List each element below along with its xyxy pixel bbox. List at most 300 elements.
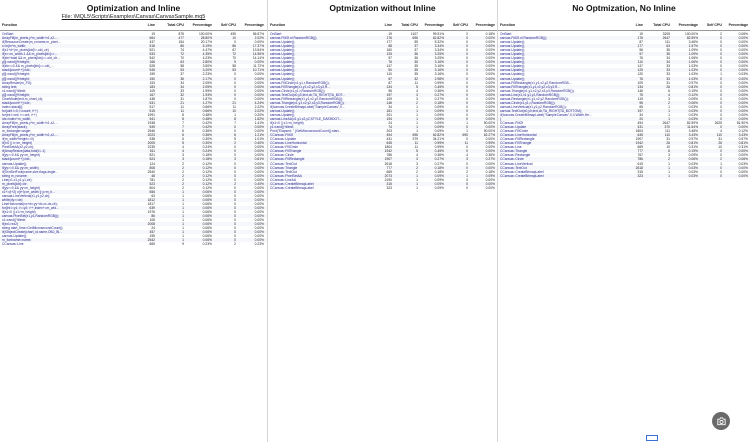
line-cell: 96 — [388, 88, 392, 93]
function-cell[interactable]: x1=rand()%limit; — [2, 218, 26, 223]
self-percentage-cell: 0.00% — [485, 48, 495, 53]
line-cell: 2190 — [384, 177, 392, 182]
function-cell[interactable]: CCanvas::Triangle — [270, 165, 298, 170]
function-cell[interactable]: canvas.PixelSet(x1,y1,RandomRGB()); — [2, 214, 60, 219]
line-cell: 110 — [386, 72, 392, 77]
function-cell[interactable]: canvas.Update(); — [500, 56, 526, 61]
self-percentage-cell: 2.22% — [254, 104, 264, 109]
line-cell: 150 — [149, 76, 155, 81]
self-percentage-cell: 0.00% — [738, 44, 748, 49]
function-cell[interactable]: canvas.LineVertical(x1,y1,y2,RandomRGB()); — [500, 104, 567, 109]
function-cell[interactable]: canvas.Update(); — [500, 60, 526, 65]
self-cpu-cell: 0 — [466, 80, 468, 85]
function-cell[interactable]: CCanvas::LineHorizontal — [270, 141, 307, 146]
self-percentage-cell: 0.00% — [738, 104, 748, 109]
function-cell[interactable]: PixelSetAA(x2,y2,clr); — [2, 145, 34, 150]
self-cpu-cell: 2 — [234, 141, 236, 146]
line-cell: 2540 — [147, 169, 155, 174]
function-cell[interactable]: canvas.Triangle(x1,y1,x2,y2,x3,y3,RandomRGB()); — [270, 100, 345, 105]
function-cell[interactable]: ArrayFill(m_pixels,y*m_width+x1,x2-... — [2, 36, 58, 41]
function-cell[interactable]: for(int i=y1; i<=y2; i++,index+=m_wid... — [2, 206, 59, 211]
table-row[interactable] — [0, 242, 267, 246]
self-percentage-cell: 10.71% — [252, 68, 264, 73]
total-cpu-cell: 1 — [416, 177, 418, 182]
self-cpu-cell: 0 — [720, 153, 722, 158]
percentage-cell: 1.09% — [688, 52, 698, 57]
function-cell[interactable]: canvas.TextOut(x0,y0,text,clr,TA_RIGHT|TA_BOTTOM); — [500, 108, 582, 113]
self-percentage-cell: 0.00% — [485, 104, 495, 109]
function-cell[interactable]: if(ArrayResize(data,total)!=-1) — [2, 149, 46, 154]
function-cell[interactable]: canvas.TextOut(x0,y0,text,clr,TA_RIGHT|TA_BOT... — [270, 92, 345, 97]
line-cell: 645 — [386, 141, 392, 146]
total-cpu-cell: 33 — [666, 76, 670, 81]
header-line[interactable]: Line — [635, 23, 643, 27]
percentage-cell: 0.12% — [202, 173, 212, 178]
function-cell[interactable]: if(m_width*height>=0) — [2, 137, 35, 142]
self-percentage-cell: 0.00% — [485, 36, 495, 41]
percentage-cell: 0.06% — [688, 157, 698, 162]
line-cell: 808 — [149, 165, 155, 170]
line-cell: 2023 — [147, 133, 155, 138]
line-cell: 494 — [637, 121, 643, 126]
percentage-cell: 3.46% — [688, 129, 698, 134]
header-total-cpu[interactable]: Total CPU — [167, 23, 184, 27]
function-cell[interactable]: canvas.Rectangle(x1,y1,x2,y2,RandomRGB()); — [500, 96, 569, 101]
function-cell[interactable]: canvas.Update(); — [2, 161, 28, 166]
function-cell[interactable]: if(x1<0 || x1>m_height) — [2, 210, 36, 215]
camera-icon — [716, 416, 727, 427]
function-cell[interactable]: canvas.Update(); — [270, 44, 296, 49]
header-self-cpu[interactable]: Self CPU — [452, 23, 468, 27]
line-cell: 97 — [639, 52, 643, 57]
self-cpu-cell: 0 — [720, 173, 722, 178]
self-percentage-cell: 0.00% — [738, 173, 748, 178]
line-cell: 177 — [386, 40, 392, 45]
function-cell[interactable]: CCanvas::CreateBitmapLabel — [270, 185, 314, 190]
line-cell: 105 — [149, 88, 155, 93]
header-percentage[interactable]: Percentage — [424, 23, 444, 27]
function-cell[interactable]: m_pixels[idx]=clr; — [2, 181, 28, 186]
total-cpu-cell: 1 — [416, 129, 418, 134]
function-cell[interactable]: y[i]=rand()%height; — [2, 76, 30, 81]
total-cpu-cell: 154 — [178, 40, 184, 45]
self-percentage-cell: 0.00% — [254, 84, 264, 89]
function-cell[interactable]: CCanvas::FillOf — [500, 121, 524, 126]
total-cpu-cell: 1 — [182, 193, 184, 198]
line-cell: 160 — [386, 48, 392, 53]
percentage-cell: 0.06% — [202, 201, 212, 206]
total-cpu-cell: 1 — [416, 112, 418, 117]
function-cell[interactable]: y[i]=rand()%height; — [2, 60, 30, 65]
table-row[interactable] — [498, 174, 750, 178]
screenshot-button[interactable] — [712, 412, 730, 430]
function-cell[interactable]: canvas.FillRectangle(x1,y1,x2,y2,RandomRGB()); — [270, 96, 343, 101]
function-cell[interactable]: CCanvas::TextOut — [500, 165, 527, 170]
function-cell[interactable]: canvas.Circle(x1,y1,r,RandomRGB()); — [500, 100, 556, 105]
function-cell[interactable]: canvas.LineAA(x1,y1,x2,y2,STYLE_DASHDOT... — [270, 116, 342, 121]
function-cell[interactable]: canvas.Line(x1,x1,y1,y1,RandomRGB()); — [500, 92, 561, 97]
header-line[interactable]: Line — [384, 23, 392, 27]
self-cpu-cell: 10 — [718, 145, 722, 150]
line-cell: 1938 — [147, 121, 155, 126]
self-cpu-cell: 2 — [720, 157, 722, 162]
function-cell[interactable]: y[i]=rand()%height; — [2, 92, 30, 97]
self-percentage-cell: 0.00% — [738, 92, 748, 97]
self-cpu-cell: 0 — [720, 56, 722, 61]
percentage-cell: 0.12% — [688, 92, 698, 97]
percentage-cell: 0.06% — [202, 189, 212, 194]
function-cell[interactable]: if(ResourceCreate(m_rcname,m_pixel... — [2, 40, 61, 45]
function-cell[interactable]: if(yy>=0 && yy<m_height) — [2, 185, 40, 190]
total-cpu-cell: 1 — [416, 125, 418, 130]
header-percentage[interactable]: Percentage — [678, 23, 698, 27]
line-cell: 56 — [639, 48, 643, 53]
line-cell: 1976 — [147, 210, 155, 215]
function-cell[interactable]: if(idx>=0 && m_pixels[idx]==-old_... — [2, 64, 54, 69]
function-cell[interactable]: canvas.Update(); — [270, 40, 296, 45]
function-cell[interactable]: stack[count++]=idx; — [2, 68, 31, 73]
function-cell[interactable]: ArrayFill(m_pixels,y*m_width+x1,x2-... — [2, 121, 58, 126]
function-cell[interactable]: CCanvas::CreateBitmapLabel — [500, 173, 544, 178]
function-cell[interactable]: if(yy>=0 && yy<m_height) — [2, 153, 40, 158]
self-cpu-cell: 0 — [234, 40, 236, 45]
self-percentage-cell: 0.00% — [738, 60, 748, 65]
header-percentage[interactable]: Percentage — [192, 23, 212, 27]
function-cell[interactable]: if(x1+d+(m_pixels[idx]!=-old_clr) — [2, 48, 49, 53]
self-percentage-cell: 0.00% — [738, 125, 748, 130]
self-cpu-cell: 0 — [466, 88, 468, 93]
function-cell[interactable]: CCanvas::LineHorizontal — [500, 133, 537, 138]
function-cell[interactable]: while(dy>=dx) — [2, 197, 23, 202]
total-cpu-cell: 5 — [416, 84, 418, 89]
self-cpu-cell: 0 — [234, 149, 236, 154]
function-cell[interactable]: CharMode(text,m_chart_id); — [2, 96, 44, 101]
function-cell[interactable]: canvas.FillCircle(x1,y1,r,RandomRGB()); — [270, 80, 330, 85]
percentage-cell: 0.36% — [202, 133, 212, 138]
function-cell[interactable]: canvas.Update(); — [270, 112, 296, 117]
line-cell: 2005 — [147, 141, 155, 146]
function-cell[interactable]: CCanvas::FillRectangle — [270, 157, 305, 162]
total-cpu-cell: 1 — [182, 222, 184, 227]
self-cpu-cell: 0 — [466, 44, 468, 49]
self-cpu-cell: 0 — [234, 96, 236, 101]
self-cpu-cell: 10 — [232, 36, 236, 41]
function-cell[interactable]: canvas.Update(); — [270, 48, 296, 53]
function-cell[interactable]: CCanvas::TextOut — [270, 169, 297, 174]
function-cell[interactable]: canvas.FillOf.xf.RandomRGB()); — [500, 36, 548, 41]
function-cell[interactable]: if(!ObjectCreate(chart_id,name,OBJ_BI... — [2, 230, 63, 235]
total-cpu-cell: 3 — [416, 157, 418, 162]
self-percentage-cell: 0.00% — [485, 185, 495, 190]
function-cell[interactable]: OnStart — [2, 32, 14, 36]
self-percentage-cell: 0.97% — [738, 137, 748, 142]
function-cell[interactable]: canvas.LineVertical(x1,y1,y2,clr); — [2, 193, 51, 198]
self-percentage-cell: 0.40% — [254, 141, 264, 146]
header-function[interactable]: Function — [270, 23, 286, 27]
function-cell[interactable]: canvas.FillTriangle(x1,y1,x2,y2,x3,y3,R... — [500, 84, 560, 89]
total-cpu-cell: 111 — [664, 129, 670, 134]
line-cell: 201 — [386, 112, 392, 117]
function-cell[interactable]: idx=index+m_width; — [2, 116, 32, 121]
self-cpu-cell: 0 — [234, 214, 236, 219]
self-percentage-cell: 0.00% — [738, 48, 748, 53]
function-cell[interactable]: canvas.Update(); — [500, 76, 526, 81]
function-cell[interactable]: CCanvas::CreateBitmapLabel — [500, 169, 544, 174]
function-cell[interactable]: CCanvas::FillOf — [270, 133, 294, 138]
line-cell: 109 — [637, 80, 643, 85]
self-cpu-cell: 3 — [466, 157, 468, 162]
percentage-cell: 0.24% — [202, 149, 212, 154]
self-cpu-cell: 0 — [234, 76, 236, 81]
function-cell[interactable]: CCanvas::FillTriangle — [270, 149, 302, 154]
percentage-cell: 0.09% — [434, 121, 444, 126]
function-cell[interactable]: CCanvas::Triangle — [500, 149, 528, 154]
total-cpu-cell: 1 — [182, 206, 184, 211]
header-self-percentage[interactable]: Percentage — [244, 23, 264, 27]
total-cpu-cell: 2 — [182, 173, 184, 178]
self-cpu-cell: 67 — [232, 48, 236, 53]
header-self-percentage[interactable]: Percentage — [728, 23, 748, 27]
total-cpu-cell: 9 — [182, 242, 184, 247]
function-cell[interactable]: CCanvas::CreateBitmapLabel — [270, 181, 314, 186]
function-cell[interactable]: stack[count++]=idx; — [2, 157, 31, 162]
function-cell[interactable]: CCanvas::Update — [500, 125, 527, 130]
self-cpu-cell: 0 — [466, 125, 468, 130]
self-percentage-cell: 0.00% — [738, 56, 748, 61]
function-cell[interactable]: canvas.Update(); — [270, 108, 296, 113]
total-cpu-cell: 3 — [668, 96, 670, 101]
total-cpu-cell: 36 — [180, 76, 184, 81]
line-cell: 523 — [149, 181, 155, 186]
panel-title: Optimization and Inline — [86, 3, 181, 13]
function-cell[interactable]: ArrayFill(m_pixels,y*m_width+x1,x2-... — [2, 133, 58, 138]
function-cell[interactable]: CCanvas::PixelSetAA — [270, 173, 302, 178]
total-cpu-cell: 1 — [416, 104, 418, 109]
self-percentage-cell: 0.00% — [738, 116, 748, 121]
total-cpu-cell: 11 — [180, 104, 184, 109]
function-cell[interactable]: CCanvas::Circle — [270, 153, 294, 158]
function-cell[interactable]: x=lx(tx*m_width; — [2, 44, 27, 49]
line-cell: 125 — [637, 68, 643, 73]
total-cpu-cell: 2 — [182, 161, 184, 166]
function-cell[interactable]: canvas.Triangle(x1,y1,x2,y2,x3,y3,RandomRGB()); — [500, 88, 575, 93]
function-cell[interactable]: for(uint i=0; i<count; i++) — [2, 108, 38, 113]
self-percentage-cell: 1.41% — [254, 121, 264, 126]
line-cell: 97 — [388, 56, 392, 61]
function-cell[interactable]: if(i<0 || i>=m_height) — [2, 141, 33, 146]
function-cell[interactable]: CCanvas::Line — [2, 242, 24, 247]
line-cell: 531 — [149, 100, 155, 105]
function-cell[interactable]: LineHorizontal(xx+dx,yy+dx,xx-dx,clr); — [2, 201, 58, 206]
line-cell: 2008 — [147, 222, 155, 227]
function-cell[interactable]: OnStart — [270, 32, 282, 36]
line-cell: 119 — [637, 96, 643, 101]
function-cell[interactable]: CCanvas::FillCircle — [270, 145, 299, 150]
function-cell[interactable]: CCanvas::Circle — [500, 157, 524, 162]
function-cell[interactable]: if(TextSetFont(name,size,flags,angle... — [2, 169, 59, 174]
function-cell[interactable]: canvas.Update(); — [270, 52, 296, 57]
total-cpu-cell: 1 — [182, 234, 184, 239]
percentage-cell: 0.19% — [688, 88, 698, 93]
self-cpu-cell: 4 — [720, 129, 722, 134]
function-cell[interactable]: canvas.Update(); — [500, 40, 526, 45]
line-cell: 1907 — [635, 137, 643, 142]
function-cell[interactable]: x1=rand()%limit; — [2, 88, 26, 93]
self-cpu-cell: 0 — [720, 88, 722, 93]
function-cell[interactable]: OnStart — [500, 32, 512, 36]
function-cell[interactable]: canvas.Update(); — [270, 72, 296, 77]
line-cell: 24 — [388, 121, 392, 126]
function-cell[interactable]: canvas.Update(); — [270, 76, 296, 81]
total-cpu-cell: 1 — [668, 108, 670, 113]
function-cell[interactable]: string start_time=GetMicrosecondCount(); — [2, 226, 64, 231]
function-cell[interactable]: canvas.Update(); — [2, 234, 28, 239]
function-cell[interactable]: m_fontname=name; — [2, 238, 32, 243]
header-function[interactable]: Function — [500, 23, 516, 27]
header-function[interactable]: Function — [2, 23, 18, 27]
function-cell[interactable]: canvas.Update(); — [500, 68, 526, 73]
self-percentage-cell: 0.00% — [254, 206, 264, 211]
function-cell[interactable]: Print("Elapsed: ",(GetMicrosecondCount()-start... — [270, 129, 342, 134]
function-cell[interactable]: if(x1<0 || x1>m_height) — [270, 121, 304, 126]
function-cell[interactable]: CCanvas::LineAA — [270, 177, 297, 182]
function-cell[interactable]: CCanvas::FillTriangle — [500, 141, 532, 146]
function-cell[interactable]: canvas.Update(); — [270, 64, 296, 69]
total-cpu-cell: 63 — [666, 44, 670, 49]
self-cpu-cell: 0 — [234, 145, 236, 150]
function-cell[interactable]: if(x>=m_width-1 && m_pixels[idx]==... — [2, 52, 58, 57]
function-cell[interactable]: CCanvas::FillCircle — [500, 129, 529, 134]
total-cpu-cell: 1 — [182, 230, 184, 235]
function-cell[interactable]: y1=rand()%limit; — [270, 125, 294, 130]
function-cell[interactable]: CCanvas::LineVertical — [500, 161, 533, 166]
function-cell[interactable]: canvas.FillTriangle(x1,y1,x2,y2,x3,y3,R... — [270, 84, 330, 89]
function-cell[interactable]: CCanvas::TextOut — [270, 161, 297, 166]
total-cpu-cell: 59 — [414, 40, 418, 45]
total-cpu-cell: 35 — [414, 64, 418, 69]
function-cell[interactable]: CCanvas::Update — [270, 137, 297, 142]
function-cell[interactable]: ArrayResize(m_FD); — [2, 80, 33, 85]
function-cell[interactable]: if(!canvas.CreateBitmapLabel("SampleCanvas",0,0,Width,He... — [500, 112, 592, 117]
function-cell[interactable]: canvas.Update(); — [500, 64, 526, 69]
panel-title: Optmization without Inline — [329, 3, 436, 13]
function-cell[interactable]: ArrayFree(stack); — [2, 125, 28, 130]
self-cpu-cell: 0 — [466, 149, 468, 154]
self-cpu-cell: 0 — [234, 165, 236, 170]
header-self-cpu[interactable]: Self CPU — [220, 23, 236, 27]
percentage-cell: 4.47% — [202, 48, 212, 53]
header-total-cpu[interactable]: Total CPU — [401, 23, 418, 27]
function-cell[interactable]: canvas.Update(); — [500, 52, 526, 57]
percentage-cell: 0.09% — [434, 181, 444, 186]
function-cell[interactable]: CCanvas::Line — [500, 145, 522, 150]
self-cpu-cell: 1 — [466, 173, 468, 178]
percentage-cell: 62.82% — [432, 133, 444, 138]
percentage-cell: 0.03% — [688, 108, 698, 113]
function-cell[interactable]: canvas.Update(); — [270, 68, 296, 73]
function-cell[interactable]: canvas.Update(); — [500, 72, 526, 77]
total-cpu-cell: 53 — [180, 68, 184, 73]
function-cell[interactable]: canvas.FillRectangle(x1,y1,x2,y2,RandomRGB... — [500, 80, 572, 85]
function-cell[interactable]: canvas.Update(); — [270, 56, 296, 61]
function-cell[interactable]: { — [500, 116, 502, 121]
function-cell[interactable]: y[i]=rand()%height; — [2, 72, 30, 77]
file-path-link[interactable]: File: \MQL5\Scripts\Examples\Canvas\CanvasSample.mq5 — [61, 14, 206, 20]
total-cpu-cell: 72 — [180, 52, 184, 57]
function-cell[interactable]: if(yy>=0 && yy<m_width) — [2, 165, 39, 170]
total-cpu-cell: 33 — [666, 64, 670, 69]
function-cell[interactable]: canvas.FillOf.xf.RandomRGB()); — [270, 36, 318, 41]
self-cpu-cell: 0 — [720, 36, 722, 41]
function-cell[interactable]: CCanvas::FillRectangle — [500, 137, 535, 142]
header-total-cpu[interactable]: Total CPU — [653, 23, 670, 27]
selected-cell[interactable] — [646, 435, 658, 441]
function-cell[interactable]: CCanvas::Rectangle — [500, 153, 531, 158]
function-cell[interactable]: canvas.Update(); — [500, 48, 526, 53]
line-cell: 1804 — [635, 129, 643, 134]
function-cell[interactable]: index=stack[i]; — [2, 104, 23, 109]
function-cell[interactable]: canvas.Circle(x1,y1,r,RandomRGB()); — [270, 88, 326, 93]
function-cell[interactable]: Line(x1,x1,y1,y1,clr); — [2, 177, 33, 182]
line-cell: 76 — [639, 56, 643, 61]
function-cell[interactable]: x1+=(t+2) v(t+i)=m_width || y>m_h... — [2, 189, 56, 194]
line-cell: 1804 — [384, 145, 392, 150]
function-cell[interactable]: m_fontangle=angle; — [2, 129, 32, 134]
self-percentage-cell: 56.57% — [252, 32, 264, 36]
self-cpu-cell: 0 — [720, 44, 722, 49]
self-cpu-cell: 0 — [720, 80, 722, 85]
self-cpu-cell: 0 — [234, 125, 236, 130]
header-line[interactable]: Line — [147, 23, 155, 27]
header-self-cpu[interactable]: Self CPU — [706, 23, 722, 27]
line-cell: 431 — [386, 137, 392, 142]
function-cell[interactable]: if(xx1>xx2) — [2, 222, 19, 227]
function-cell[interactable]: canvas.Update(); — [270, 60, 296, 65]
function-cell[interactable]: string m_rcname; — [2, 173, 28, 178]
function-cell[interactable]: if(!canvas.CreateBitmapLabel("SampleCanvas",0... — [270, 104, 345, 109]
function-cell[interactable]: canvas.Update(); — [500, 44, 526, 49]
function-cell[interactable]: stack[count++]=idx; — [2, 100, 31, 105]
self-percentage-cell: 0.31% — [738, 145, 748, 150]
total-cpu-cell: 58 — [180, 64, 184, 69]
function-cell[interactable]: if(idx+total && m_pixels[idx]==-old_clr... — [2, 56, 60, 61]
total-cpu-cell: 6 — [668, 88, 670, 93]
line-cell: 177 — [637, 44, 643, 49]
function-cell[interactable]: string text; — [2, 84, 18, 89]
line-cell: 431 — [637, 125, 643, 130]
self-cpu-cell: 0 — [466, 40, 468, 45]
total-cpu-cell: 696 — [412, 36, 418, 41]
table-row[interactable] — [268, 186, 497, 190]
function-cell[interactable]: for(int i=cnt; i<=cnt; i++) — [2, 112, 37, 117]
line-cell: 1812 — [147, 197, 155, 202]
header-self-percentage[interactable]: Percentage — [475, 23, 495, 27]
line-cell: 19 — [639, 32, 643, 36]
self-cpu-cell: 0 — [234, 92, 236, 97]
total-cpu-cell: 1 — [416, 108, 418, 113]
self-percentage-cell: 0.00% — [254, 149, 264, 154]
percentage-cell: 0.12% — [202, 169, 212, 174]
self-percentage-cell: 0.00% — [485, 116, 495, 121]
percentage-cell: 0.36% — [434, 153, 444, 158]
self-percentage-cell: 0.03% — [738, 161, 748, 166]
total-cpu-cell: 3 — [182, 157, 184, 162]
self-cpu-cell: 70 — [232, 56, 236, 61]
panel-no-optimization — [498, 0, 750, 442]
total-cpu-cell: 70 — [180, 56, 184, 61]
percentage-cell: 1.03% — [688, 72, 698, 77]
self-cpu-cell: 0 — [466, 56, 468, 61]
